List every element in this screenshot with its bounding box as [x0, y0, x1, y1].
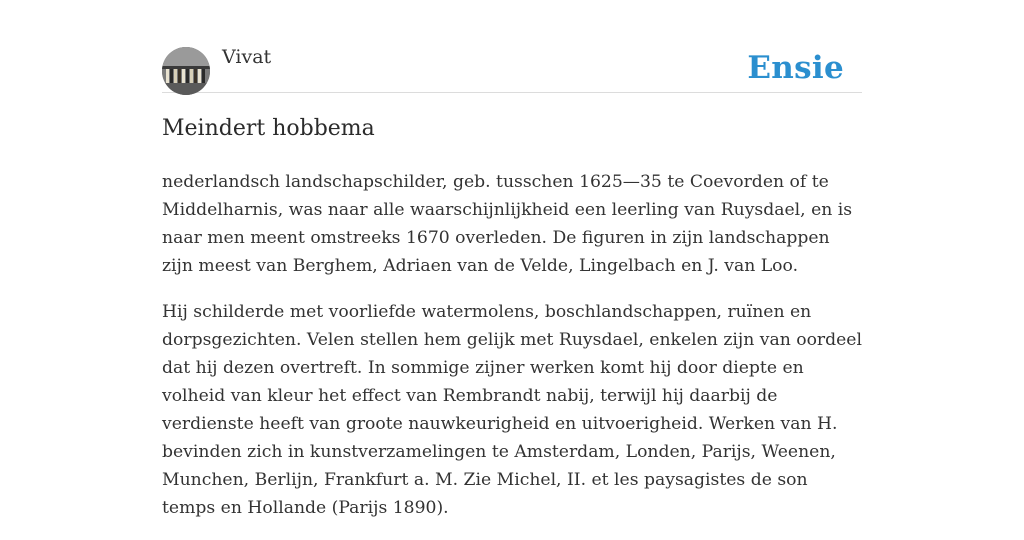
author-avatar[interactable] — [162, 47, 210, 95]
article-title: Meindert hobbema — [162, 116, 375, 141]
brand-logo[interactable]: Ensie — [747, 50, 844, 86]
article-paragraph: Hij schilderde met voorliefde watermolens, boschlandschappen, ruïnen en dorpsgezichten. Velen stellen hem gelijk met Ruysdael, enkelen zijn van oordeel dat hij dezen overtreft. In sommige zijner werken komt hij door diepte en volheid van kleur het effect van Rembrandt nabij, terwijl hij daarbij de verdienste heeft van groote nauwkeurigheid en uitvoerigheid. Werken van H. bevinden zich in kunstverzamelingen te Amsterdam, Londen, Parijs, Weenen, Munchen, Berlijn, Frankfurt a. M. Zie Michel, II. et les paysagistes de son temps en Hollande (Parijs 1890). — [162, 302, 862, 518]
article-body — [162, 168, 862, 540]
author-name[interactable]: Vivat — [222, 46, 272, 68]
header — [162, 0, 862, 93]
page — [162, 0, 862, 518]
article-paragraph: nederlandsch landschapschilder, geb. tusschen 1625—35 te Coevorden of te Middelharnis, was naar alle waarschijnlijkheid een leerling van Ruysdael, en is naar men meent omstreeks 1670 overleden. De figuren in zijn landschappen zijn meest van Berghem, Adriaen van de Velde, Lingelbach en J. van Loo. — [162, 172, 853, 276]
bookshelf-icon — [162, 47, 210, 95]
